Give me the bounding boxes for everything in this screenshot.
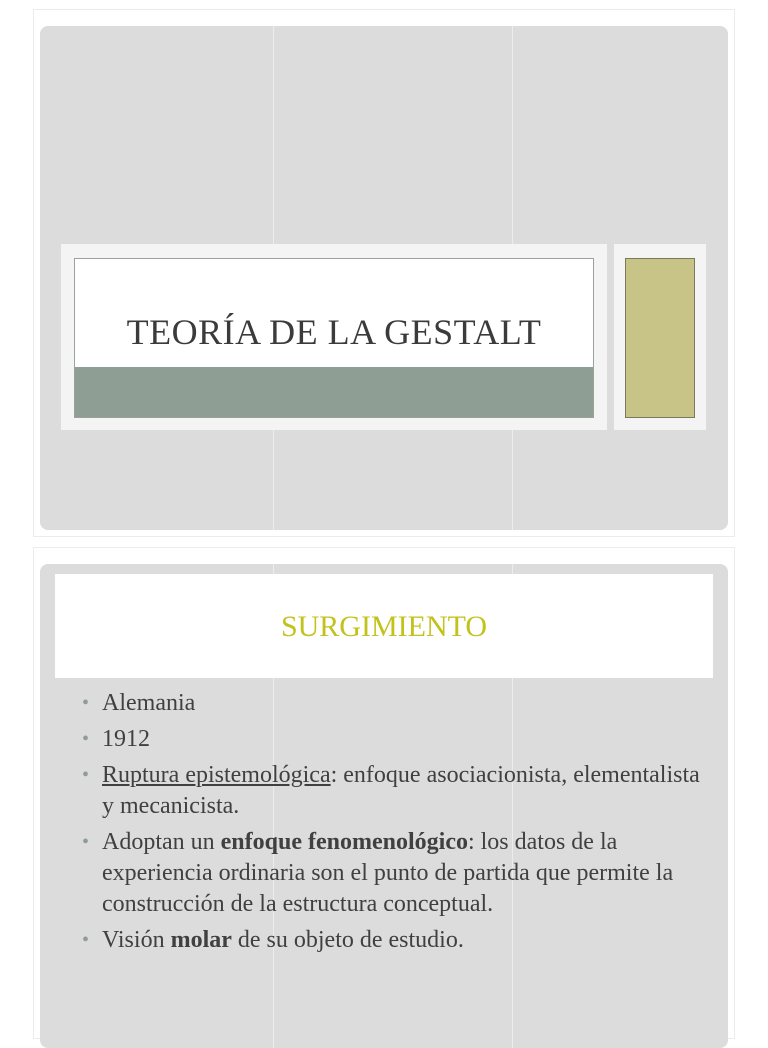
bullet-item [82, 724, 702, 755]
slide-heading: SURGIMIENTO [280, 610, 488, 643]
bullet-text: 1912 [102, 726, 150, 752]
slide-background [40, 564, 728, 1048]
slide-background [40, 26, 728, 530]
slide-title: TEORÍA DE LA GESTALT [126, 312, 542, 352]
bullet-text: de su objeto de estudio. [231, 927, 464, 953]
bullet-text: Alemania [102, 690, 196, 716]
title-box [74, 258, 594, 418]
content-slide [34, 548, 734, 1038]
title-slide [34, 10, 734, 536]
bullet-text: Visión [102, 927, 171, 953]
title-frame [61, 244, 607, 430]
heading-box [55, 574, 713, 678]
bullet-item [82, 925, 702, 956]
bullet-list [82, 688, 702, 961]
bold-term: molar [170, 927, 232, 953]
side-frame [614, 244, 706, 430]
bold-term: enfoque fenomenológico [220, 829, 468, 855]
bullet-text: : los datos de la experiencia ordinaria son el punto de partida que permite la construcción de la estructura conceptual. [102, 829, 674, 917]
side-accent-block [625, 258, 695, 418]
bullet-item [82, 688, 702, 719]
underlined-term: Ruptura epistemológica [102, 762, 331, 788]
bullet-text: : enfoque asociacionista, elementalista y mecanicista. [102, 762, 700, 819]
bullet-item [82, 827, 702, 920]
bullet-text: Adoptan un [102, 829, 221, 855]
bullet-item [82, 760, 702, 822]
title-accent-bar [75, 367, 593, 417]
